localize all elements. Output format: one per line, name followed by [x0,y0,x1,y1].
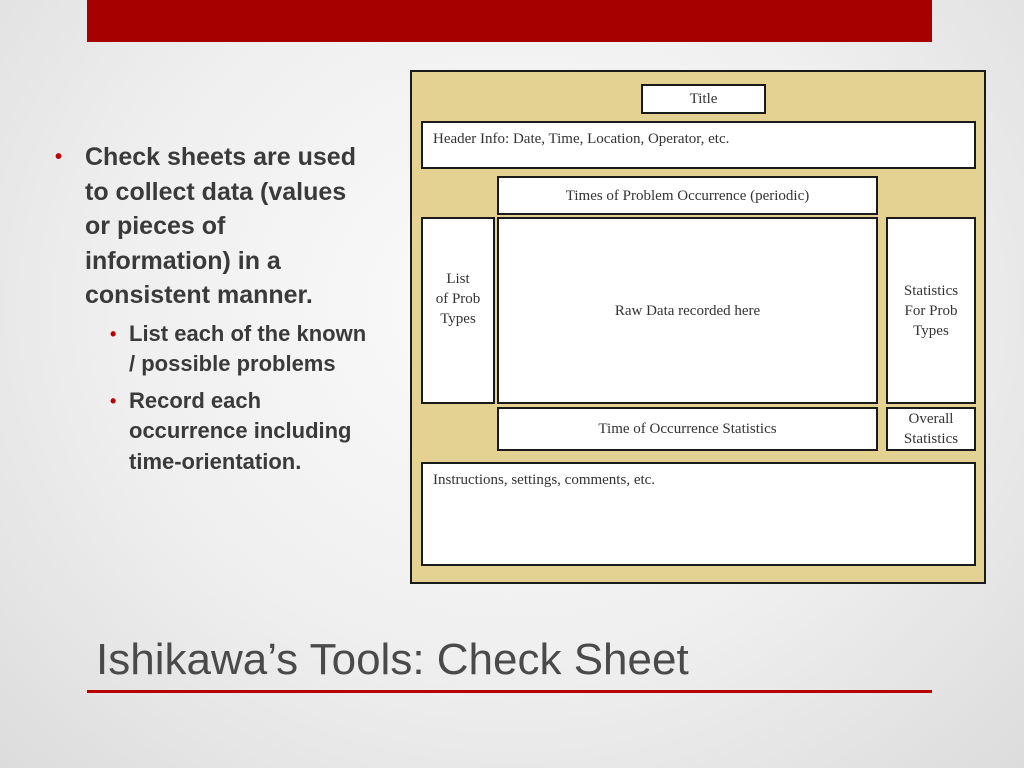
sub-bullet-text: List each of the known / possible problems [129,320,367,376]
top-accent-bar [87,0,932,42]
sub-bullet-item [110,319,375,380]
title-underline [87,690,932,693]
bullet-dot-icon: • [55,146,63,168]
raw-data-box: Raw Data recorded here [497,217,878,404]
time-occurrence-statistics-box: Time of Occurrence Statistics [497,407,878,451]
sub-bullet-item [110,386,375,478]
problem-type-statistics-box [886,217,976,404]
times-of-occurrence-box: Times of Problem Occurrence (periodic) [497,176,878,215]
header-info-box: Header Info: Date, Time, Location, Operator, etc. [421,121,976,169]
title-box: Title [641,84,766,114]
check-sheet-diagram [410,70,986,584]
bullet-dot-icon: • [110,323,117,344]
overall-statistics-label: Overall Statistics [903,411,959,447]
overall-statistics-box [886,407,976,451]
bullet-dot-icon: • [110,390,117,411]
slide-title: Ishikawa’s Tools: Check Sheet [96,635,689,684]
instructions-box: Instructions, settings, comments, etc. [421,462,976,566]
problem-types-list-box [421,217,495,404]
bullet-item [55,140,375,313]
problem-type-statistics-label: Statistics For Prob Types [903,282,959,339]
sub-bullet-text: Record each occurrence including time-orientation. [129,387,352,474]
problem-types-label: List of Prob Types [435,271,481,327]
bullet-list [55,140,375,477]
bullet-text: Check sheets are used to collect data (values or pieces of information) in a consistent manner. [85,143,356,309]
